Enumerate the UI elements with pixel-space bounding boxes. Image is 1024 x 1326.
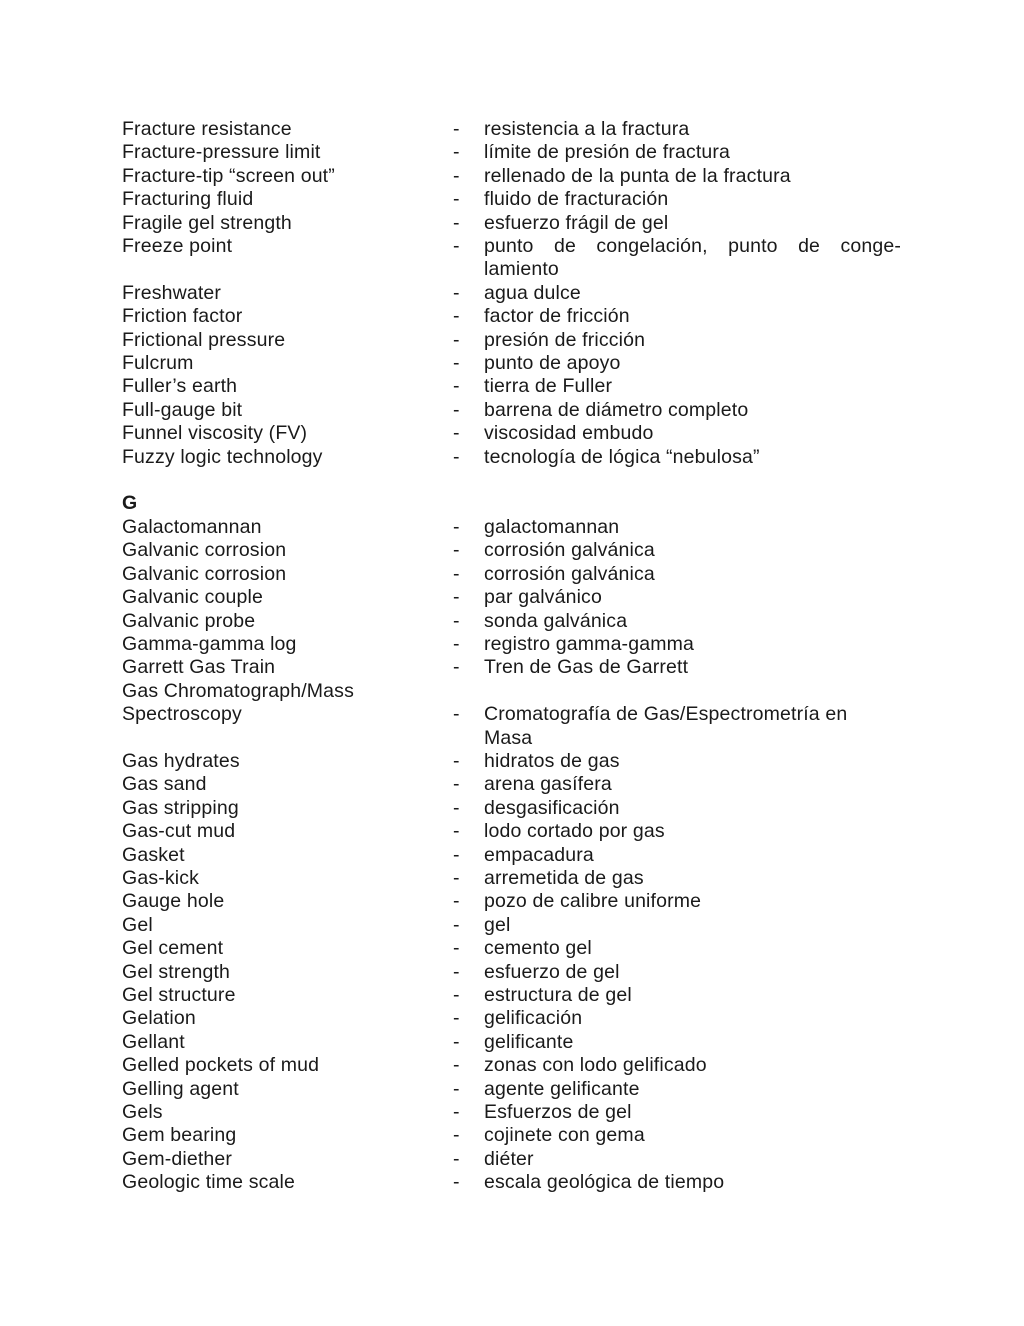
- entry-term: Freeze point: [122, 235, 233, 258]
- entry-translation: [484, 1007, 904, 1030]
- entry-term: Gas stripping: [122, 796, 239, 819]
- glossary-entry: [122, 914, 922, 937]
- glossary-entry: [122, 188, 922, 211]
- entry-term: Gelation: [122, 1007, 196, 1030]
- translation-line: Tren de Gas de Garrett: [484, 656, 689, 679]
- entry-dash: -: [453, 1124, 460, 1147]
- entry-dash: -: [453, 632, 460, 655]
- entry-translation: [484, 165, 904, 188]
- entry-translation: [484, 586, 904, 609]
- entry-translation: [484, 282, 904, 305]
- glossary-entry: [122, 1101, 922, 1124]
- entry-dash: [453, 680, 484, 703]
- entry-dash: -: [453, 1101, 460, 1124]
- translation-line: estructura de gel: [484, 984, 632, 1007]
- entry-dash: -: [453, 515, 460, 538]
- entry-translation: [484, 118, 904, 141]
- entry-translation: [484, 703, 904, 750]
- entry-dash: -: [453, 586, 460, 609]
- entry-dash: -: [453, 235, 460, 258]
- entry-term: Gasket: [122, 843, 185, 866]
- entry-translation: [484, 1171, 904, 1194]
- entry-term: Gauge hole: [122, 890, 225, 913]
- entry-dash: -: [453, 890, 460, 913]
- entry-term: Fracturing fluid: [122, 188, 254, 211]
- translation-line: tierra de Fuller: [484, 375, 613, 398]
- entry-translation: [484, 797, 904, 820]
- glossary-entry: [122, 352, 922, 375]
- entry-term: Gas-kick: [122, 866, 200, 889]
- entry-dash: -: [453, 562, 460, 585]
- entry-term: Gelled pockets of mud: [122, 1054, 320, 1077]
- glossary-entry: [122, 773, 922, 796]
- entry-dash: -: [453, 1054, 460, 1077]
- translation-line: agua dulce: [484, 281, 581, 304]
- entry-dash: -: [453, 1030, 460, 1053]
- glossary-entry: [122, 656, 922, 679]
- entry-term: Garrett Gas Train: [122, 656, 276, 679]
- glossary-entry: [122, 937, 922, 960]
- entry-term: Friction factor: [122, 305, 243, 328]
- translation-line: cemento gel: [484, 937, 592, 960]
- translation-line: punto de apoyo: [484, 352, 621, 375]
- entry-term: Gel strength: [122, 960, 231, 983]
- entry-dash: -: [453, 609, 460, 632]
- entry-term: Gem bearing: [122, 1124, 237, 1147]
- glossary-entry: [122, 516, 922, 539]
- translation-line: corrosión galvánica: [484, 562, 655, 585]
- entry-dash: -: [453, 913, 460, 936]
- entry-term: Gas sand: [122, 773, 207, 796]
- entry-translation: [484, 563, 904, 586]
- translation-line: desgasificación: [484, 796, 620, 819]
- entry-translation: [484, 235, 904, 282]
- entry-dash: -: [453, 211, 460, 234]
- entry-dash: -: [453, 305, 460, 328]
- entry-dash: -: [453, 749, 460, 772]
- glossary-entry: [122, 984, 922, 1007]
- glossary-entry: [122, 422, 922, 445]
- entry-term: Fracture-tip “screen out”: [122, 164, 335, 187]
- glossary-entry: [122, 867, 922, 890]
- entry-dash: -: [453, 422, 460, 445]
- entry-term: Galvanic couple: [122, 586, 263, 609]
- entry-translation: [484, 399, 904, 422]
- entry-dash: -: [453, 352, 460, 375]
- entry-term: Freshwater: [122, 281, 222, 304]
- glossary-entry: [122, 212, 922, 235]
- entry-dash: -: [453, 375, 460, 398]
- entry-dash: -: [453, 141, 460, 164]
- glossary-entry: [122, 399, 922, 422]
- entry-term: Gem-diether: [122, 1147, 233, 1170]
- entry-term: Spectroscopy: [122, 703, 242, 726]
- translation-line: gelificación: [484, 1007, 583, 1030]
- glossary-entry: [122, 844, 922, 867]
- translation-line: arremetida de gas: [484, 866, 644, 889]
- entry-translation: [484, 329, 904, 352]
- translation-line: sonda galvánica: [484, 609, 628, 632]
- glossary-entry: [122, 797, 922, 820]
- entry-dash: -: [453, 188, 460, 211]
- translation-line: factor de fricción: [484, 305, 630, 328]
- entry-term: Geologic time scale: [122, 1171, 296, 1194]
- entry-translation: [484, 1124, 904, 1147]
- entry-translation: [484, 516, 904, 539]
- entry-term: Funnel viscosity (FV): [122, 422, 308, 445]
- glossary: [122, 118, 922, 1195]
- entry-term: Fracture-pressure limit: [122, 141, 321, 164]
- glossary-entry: [122, 282, 922, 305]
- translation-line: resistencia a la fractura: [484, 118, 690, 140]
- glossary-section-f: [122, 118, 922, 469]
- translation-line: Cromatografía de Gas/Espectrometría en: [484, 703, 848, 726]
- translation-line: fluido de fracturación: [484, 188, 669, 211]
- entry-term: Gel cement: [122, 937, 224, 960]
- glossary-entry: [122, 1148, 922, 1171]
- glossary-entry: [122, 446, 922, 469]
- glossary-entry: [122, 633, 922, 656]
- translation-line: tecnología de lógica “nebulosa”: [484, 445, 760, 468]
- glossary-entry: [122, 1078, 922, 1101]
- glossary-entry: [122, 820, 922, 843]
- entry-term: Galvanic corrosion: [122, 539, 287, 562]
- entry-term: Gel: [122, 913, 153, 936]
- glossary-entry: [122, 610, 922, 633]
- translation-line: agente gelificante: [484, 1077, 640, 1100]
- translation-line: gelificante: [484, 1030, 574, 1053]
- translation-line: galactomannan: [484, 515, 620, 538]
- glossary-entry: [122, 235, 922, 282]
- entry-term: Gel structure: [122, 984, 236, 1007]
- entry-dash: -: [453, 118, 460, 140]
- entry-translation: [484, 937, 904, 960]
- glossary-entry: [122, 703, 922, 750]
- entry-translation: [484, 1078, 904, 1101]
- translation-line: arena gasífera: [484, 773, 612, 796]
- glossary-section-g: [122, 516, 922, 1195]
- entry-dash: -: [453, 773, 460, 796]
- entry-translation: [484, 820, 904, 843]
- translation-line: punto de congelación, punto de conge-: [484, 235, 901, 258]
- glossary-entry: [122, 1171, 922, 1194]
- entry-term: Fuzzy logic technology: [122, 445, 323, 468]
- glossary-entry: [122, 1007, 922, 1030]
- entry-translation: [484, 446, 904, 469]
- translation-line: esfuerzo de gel: [484, 960, 620, 983]
- glossary-entry: [122, 750, 922, 773]
- glossary-entry: [122, 961, 922, 984]
- entry-dash: -: [453, 866, 460, 889]
- entry-translation: [484, 914, 904, 937]
- section-letter-g: G: [122, 492, 138, 515]
- translation-line: barrena de diámetro completo: [484, 398, 749, 421]
- translation-line: hidratos de gas: [484, 749, 620, 772]
- entry-term: Galactomannan: [122, 515, 262, 538]
- entry-translation: [484, 633, 904, 656]
- entry-term: Galvanic corrosion: [122, 562, 287, 585]
- translation-line: gel: [484, 913, 511, 936]
- entry-translation: [484, 610, 904, 633]
- entry-term: Full-gauge bit: [122, 398, 243, 421]
- entry-translation: [484, 844, 904, 867]
- translation-line: esfuerzo frágil de gel: [484, 211, 669, 234]
- translation-line: escala geológica de tiempo: [484, 1171, 725, 1194]
- translation-line: rellenado de la punta de la fractura: [484, 164, 791, 187]
- entry-dash: -: [453, 1147, 460, 1170]
- glossary-entry: [122, 141, 922, 164]
- entry-term: Gelling agent: [122, 1077, 239, 1100]
- entry-term: Gamma-gamma log: [122, 632, 297, 655]
- entry-term: Frictional pressure: [122, 328, 286, 351]
- entry-term: Gas hydrates: [122, 749, 240, 772]
- entry-dash: -: [453, 445, 460, 468]
- translation-line: empacadura: [484, 843, 594, 866]
- entry-dash: -: [453, 796, 460, 819]
- translation-line: límite de presión de fractura: [484, 141, 731, 164]
- entry-dash: -: [453, 1171, 460, 1194]
- translation-line: cojinete con gema: [484, 1124, 645, 1147]
- entry-translation: [484, 1054, 904, 1077]
- entry-dash: -: [453, 164, 460, 187]
- translation-line: diéter: [484, 1147, 534, 1170]
- entry-dash: -: [453, 937, 460, 960]
- entry-term: Fracture resistance: [122, 118, 292, 140]
- entry-translation: [484, 375, 904, 398]
- entry-term: Gas-cut mud: [122, 820, 236, 843]
- entry-term: Gels: [122, 1101, 163, 1124]
- translation-line: lodo cortado por gas: [484, 820, 665, 843]
- entry-dash: -: [453, 1007, 460, 1030]
- glossary-entry: [122, 305, 922, 328]
- glossary-entry: [122, 539, 922, 562]
- glossary-entry: [122, 1031, 922, 1054]
- entry-translation: [484, 773, 904, 796]
- entry-term: Fragile gel strength: [122, 211, 292, 234]
- translation-line: corrosión galvánica: [484, 539, 655, 562]
- translation-line: presión de fricción: [484, 328, 646, 351]
- entry-translation: [484, 352, 904, 375]
- entry-term: Fulcrum: [122, 352, 194, 375]
- entry-translation: [484, 984, 904, 1007]
- glossary-entry: [122, 165, 922, 188]
- glossary-entry: [122, 118, 922, 141]
- entry-dash: -: [453, 703, 460, 726]
- glossary-entry: [122, 1054, 922, 1077]
- translation-line: Masa: [484, 726, 533, 749]
- entry-translation: [484, 867, 904, 890]
- entry-translation: [484, 188, 904, 211]
- entry-dash: -: [453, 328, 460, 351]
- entry-dash: -: [453, 281, 460, 304]
- glossary-entry: [122, 375, 922, 398]
- entry-translation: [484, 961, 904, 984]
- entry-term: Galvanic probe: [122, 609, 256, 632]
- translation-line: lamiento: [484, 258, 559, 281]
- entry-dash: -: [453, 398, 460, 421]
- entry-translation: [484, 212, 904, 235]
- entry-dash: -: [453, 843, 460, 866]
- entry-translation: [484, 656, 904, 679]
- entry-translation: [484, 1148, 904, 1171]
- entry-translation: [484, 680, 904, 703]
- entry-translation: [484, 1031, 904, 1054]
- translation-line: registro gamma-gamma: [484, 632, 694, 655]
- entry-translation: [484, 1101, 904, 1124]
- entry-term: Fuller’s earth: [122, 375, 238, 398]
- glossary-entry: [122, 563, 922, 586]
- entry-translation: [484, 539, 904, 562]
- entry-translation: [484, 422, 904, 445]
- translation-line: zonas con lodo gelificado: [484, 1054, 707, 1077]
- entry-term: Gas Chromatograph/Mass: [122, 679, 354, 702]
- glossary-entry: [122, 329, 922, 352]
- entry-dash: -: [453, 1077, 460, 1100]
- entry-term: Gellant: [122, 1030, 185, 1053]
- translation-line: viscosidad embudo: [484, 422, 654, 445]
- translation-line: pozo de calibre uniforme: [484, 890, 702, 913]
- entry-translation: [484, 890, 904, 913]
- glossary-entry: [122, 680, 922, 703]
- entry-translation: [484, 750, 904, 773]
- entry-dash: -: [453, 820, 460, 843]
- translation-line: par galvánico: [484, 586, 602, 609]
- glossary-entry: [122, 890, 922, 913]
- entry-dash: -: [453, 984, 460, 1007]
- glossary-entry: [122, 1124, 922, 1147]
- translation-line: Esfuerzos de gel: [484, 1101, 632, 1124]
- entry-translation: [484, 305, 904, 328]
- entry-translation: [484, 141, 904, 164]
- entry-dash: -: [453, 656, 460, 679]
- section-gap: [122, 469, 922, 492]
- glossary-entry: [122, 586, 922, 609]
- entry-dash: -: [453, 960, 460, 983]
- entry-dash: -: [453, 539, 460, 562]
